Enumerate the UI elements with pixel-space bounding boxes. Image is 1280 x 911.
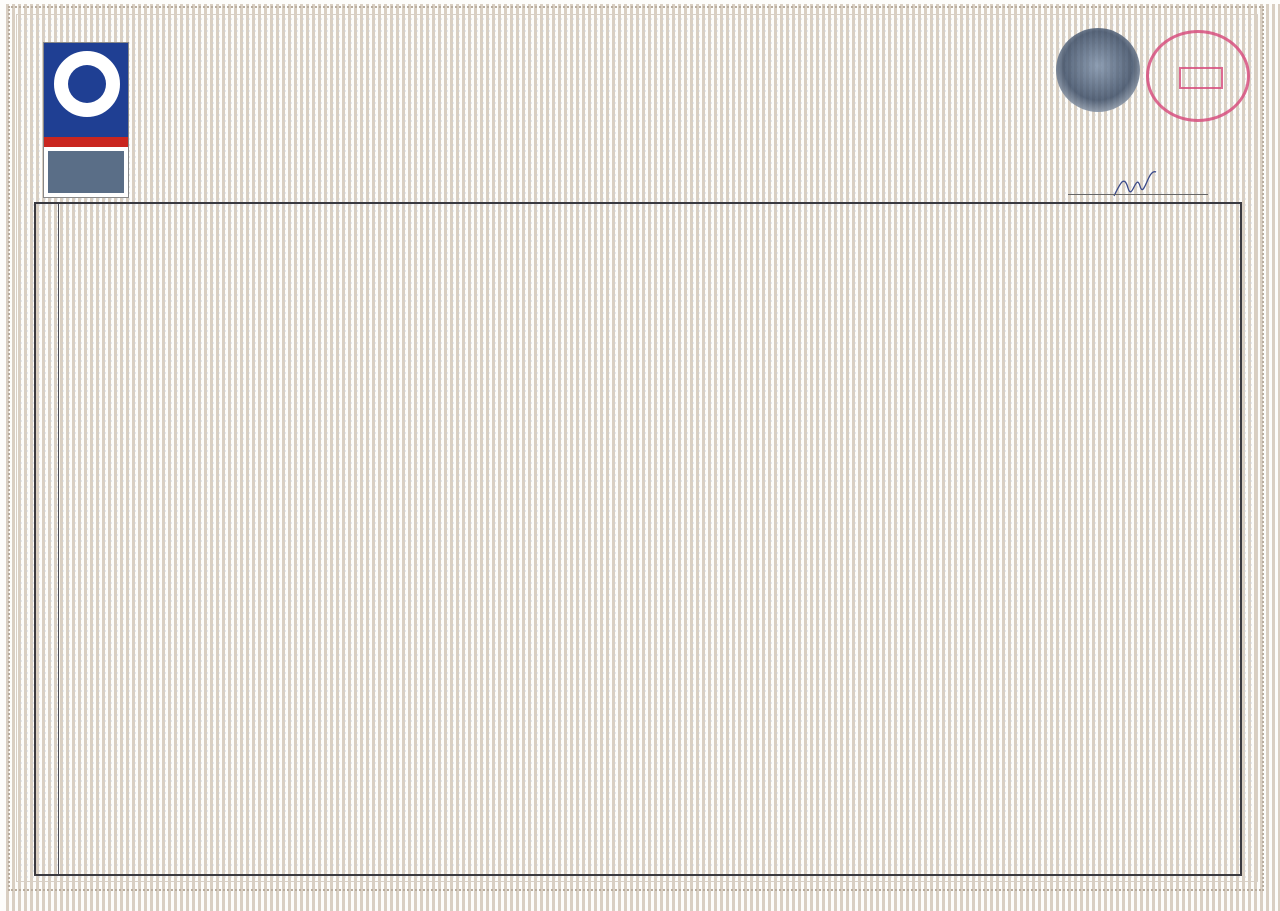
pedigree-table <box>34 202 1242 876</box>
cmku-logo <box>43 42 129 198</box>
fci-logo-text <box>68 65 106 103</box>
signature-line <box>1068 194 1208 195</box>
cmku-stamp-icon <box>1179 67 1223 89</box>
hologram-stamp <box>1056 28 1140 112</box>
cmu-logo-text <box>48 151 124 193</box>
studbook-stamp <box>1146 30 1250 122</box>
side-divider <box>58 204 59 874</box>
